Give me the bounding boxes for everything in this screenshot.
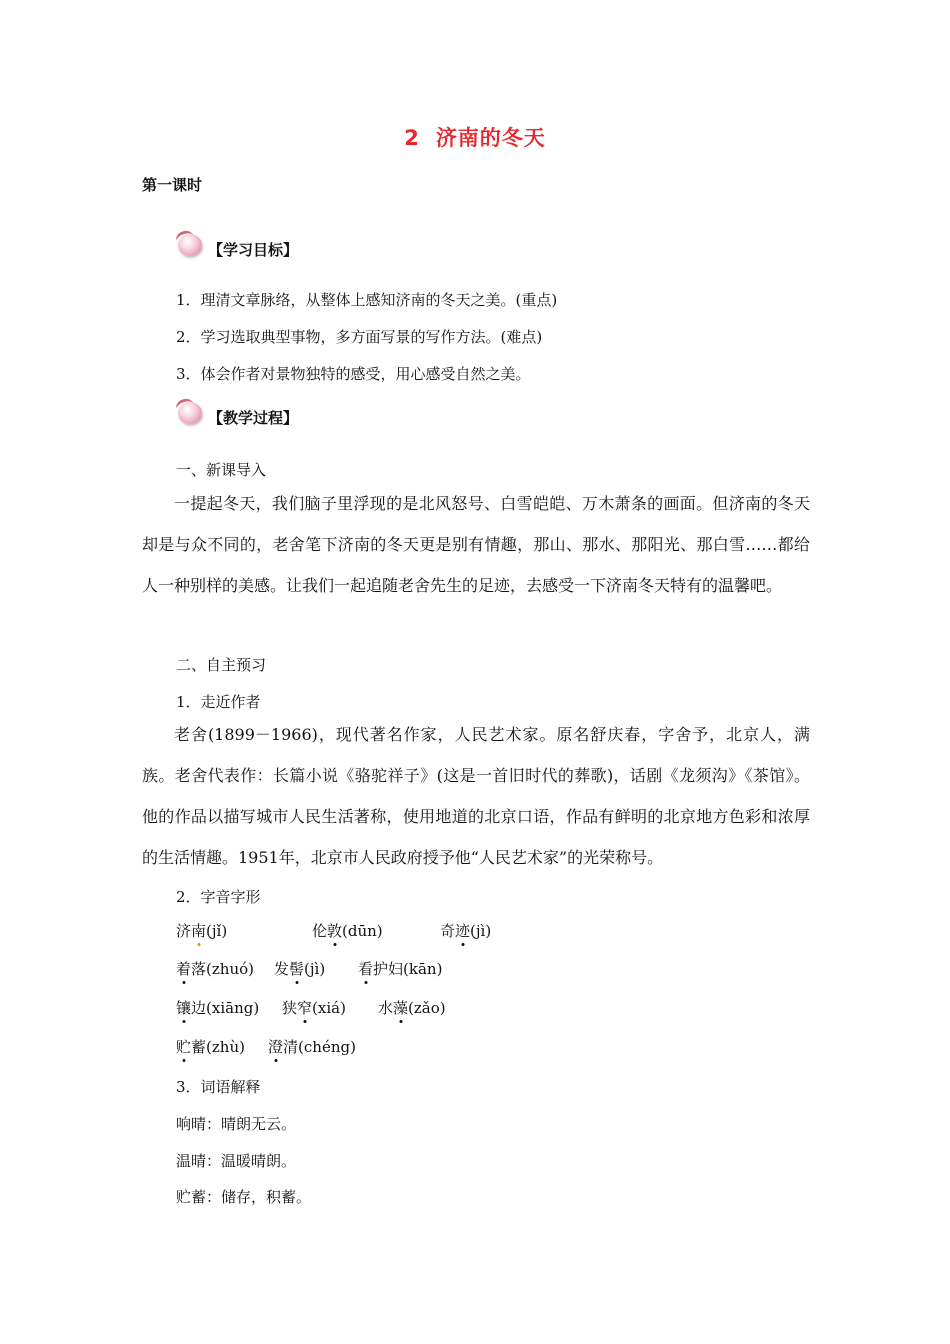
goal-item: 1．理清文章脉络，从整体上感知济南的冬天之美。(重点) bbox=[176, 291, 558, 309]
intro-heading: 一、新课导入 bbox=[176, 461, 267, 479]
word-item: 温晴：温暖晴朗。 bbox=[176, 1152, 297, 1170]
char-item: 水藻(zǎo) bbox=[378, 999, 446, 1017]
chars-row bbox=[176, 920, 491, 941]
word-item: 贮蓄：储存，积蓄。 bbox=[176, 1188, 312, 1206]
char-item: 济南(jǐ) bbox=[176, 922, 228, 940]
chars-row bbox=[176, 958, 442, 979]
author-paragraph: 老舍(1899－1966)，现代著名作家，人民艺术家。原名舒庆春，字舍予，北京人，满族。老舍代表作：长篇小说《骆驼祥子》(这是一首旧时代的葬歌)，话剧《龙须沟》《茶馆》。他的作品以描写城市人民生活著称，使用地道的北京口语，作品有鲜明的北京地方色彩和浓厚的生活情趣。1951年，北京市人民政府授予他“人民艺术家”的光荣称号。 bbox=[142, 725, 810, 867]
lesson-label: 第一课时 bbox=[142, 176, 203, 194]
title-text: 济南的冬天 bbox=[435, 126, 546, 150]
char-item: 看护妇(kān) bbox=[358, 960, 443, 978]
char-item: 伦敦(dūn) bbox=[312, 922, 383, 940]
section-goals bbox=[176, 228, 298, 262]
char-item: 镶边(xiāng) bbox=[176, 999, 260, 1017]
process-label: 【教学过程】 bbox=[208, 408, 299, 427]
preview-heading: 二、自主预习 bbox=[176, 656, 267, 674]
section-process bbox=[176, 396, 298, 430]
char-item: 贮蓄(zhù) bbox=[176, 1038, 245, 1056]
char-item: 发髻(jì) bbox=[274, 960, 326, 978]
chars-heading: 2．字音字形 bbox=[176, 888, 261, 906]
flower-bullet-icon bbox=[176, 231, 206, 259]
char-item: 狭窄(xiá) bbox=[282, 999, 346, 1017]
flower-bullet-icon bbox=[176, 399, 206, 427]
intro-paragraph: 一提起冬天，我们脑子里浮现的是北风怒号、白雪皑皑、万木萧条的画面。但济南的冬天却是与众不同的，老舍笔下济南的冬天更是别有情趣，那山、那水、那阳光、那白雪……都给人一种别样的美感。让我们一起追随老舍先生的足迹，去感受一下济南冬天特有的温馨吧。 bbox=[142, 494, 810, 595]
char-item: 奇迹(jì) bbox=[440, 922, 492, 940]
goal-item: 3．体会作者对景物独特的感受，用心感受自然之美。 bbox=[176, 365, 531, 383]
author-heading: 1．走近作者 bbox=[176, 693, 261, 711]
char-item: 澄清(chéng) bbox=[268, 1038, 356, 1056]
goals-label: 【学习目标】 bbox=[208, 240, 299, 259]
chars-row bbox=[176, 997, 446, 1018]
chars-row bbox=[176, 1036, 356, 1057]
word-item: 响晴：晴朗无云。 bbox=[176, 1115, 297, 1133]
title-number: 2 bbox=[404, 126, 420, 150]
words-heading: 3．词语解释 bbox=[176, 1078, 261, 1096]
goal-item: 2．学习选取典型事物，多方面写景的写作方法。(难点) bbox=[176, 328, 543, 346]
char-item: 着落(zhuó) bbox=[176, 960, 254, 978]
page-title bbox=[0, 122, 950, 152]
